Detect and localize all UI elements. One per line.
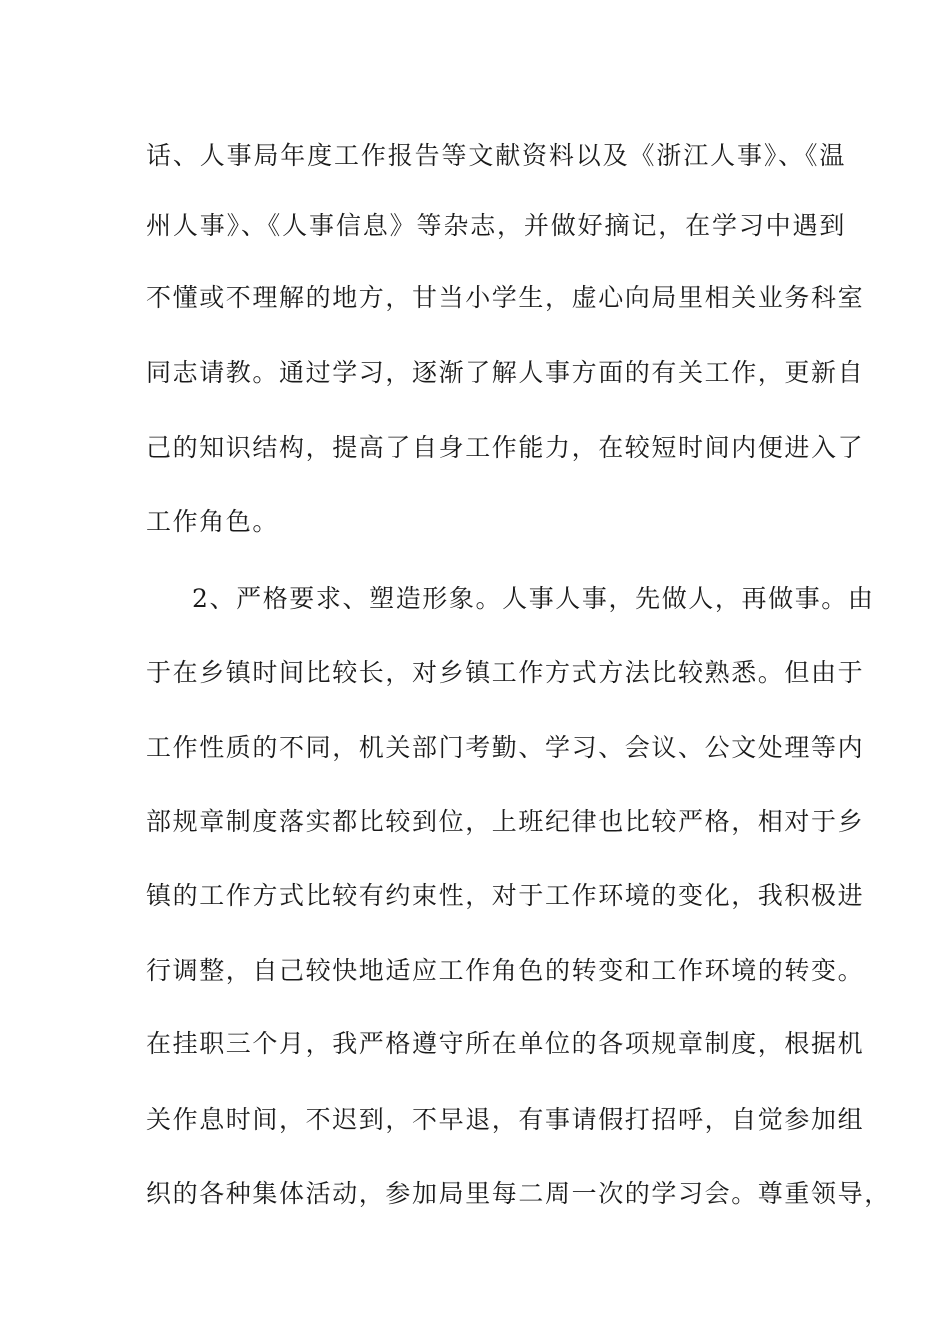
text-line: 工作性质的不同，机关部门考勤、学习、会议、公文处理等内	[146, 733, 865, 762]
text-line: 在挂职三个月，我严格遵守所在单位的各项规章制度，根据机	[146, 1029, 865, 1058]
text-line: 工作角色。	[146, 507, 280, 536]
text-line: 己的知识结构，提高了自身工作能力，在较短时间内便进入了	[146, 433, 865, 462]
text-line: 不懂或不理解的地方，甘当小学生，虚心向局里相关业务科室	[146, 283, 865, 312]
text-line: 关作息时间，不迟到，不早退，有事请假打招呼，自觉参加组	[146, 1105, 865, 1134]
text-line: 织的各种集体活动，参加局里每二周一次的学习会。尊重领导，	[146, 1179, 891, 1208]
text-line: 州人事》、《人事信息》等杂志，并做好摘记，在学习中遇到	[146, 211, 846, 240]
text-line: 同志请教。通过学习，逐渐了解人事方面的有关工作，更新自	[146, 358, 865, 387]
text-line-paragraph-start: 2、严格要求、塑造形象。人事人事，先做人，再做事。由	[192, 584, 875, 613]
text-line: 镇的工作方式比较有约束性，对于工作环境的变化，我积极进	[146, 881, 865, 910]
text-line: 部规章制度落实都比较到位，上班纪律也比较严格，相对于乡	[146, 807, 865, 836]
text-line: 于在乡镇时间比较长，对乡镇工作方式方法比较熟悉。但由于	[146, 658, 865, 687]
text-line: 话、人事局年度工作报告等文献资料以及《浙江人事》、《温	[146, 141, 846, 170]
text-line: 行调整，自己较快地适应工作角色的转变和工作环境的转变。	[146, 956, 865, 985]
